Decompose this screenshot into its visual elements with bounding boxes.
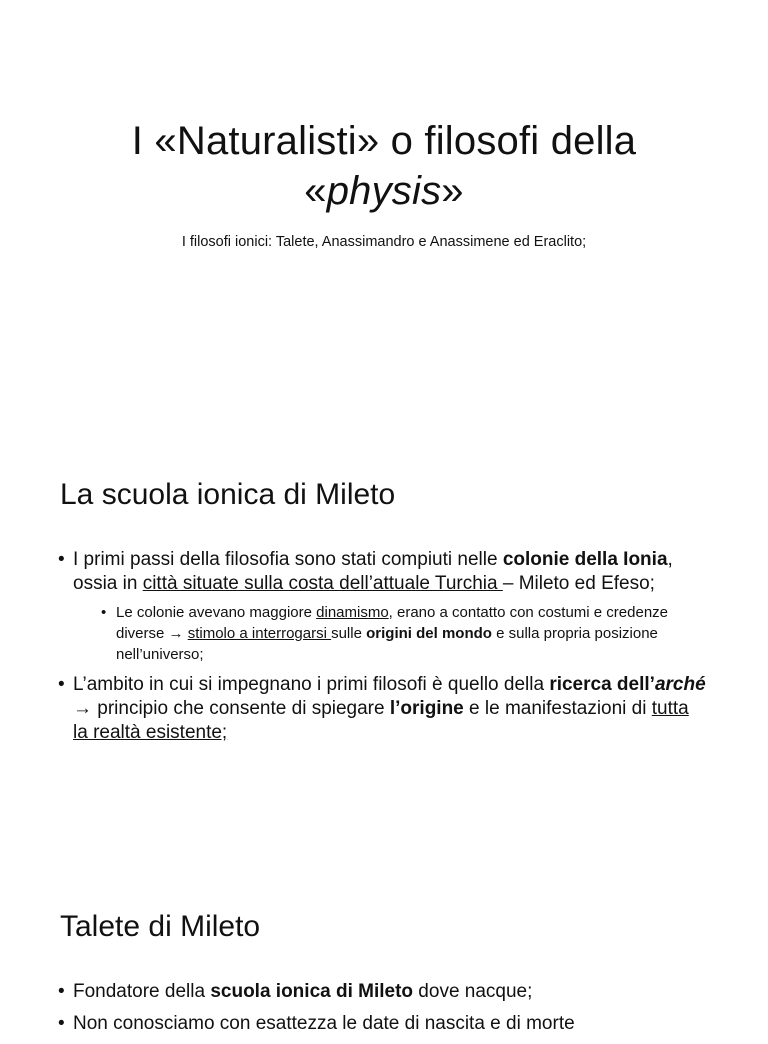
bullet-date: [58, 1012, 708, 1036]
bold-text: scuola ionica di Mileto: [210, 981, 414, 1002]
title-slide: [0, 0, 768, 440]
slide-title: [0, 116, 768, 216]
sub-bullet-list: [73, 602, 708, 665]
text-run: L’ambito in cui si impegnano i primi filosofi è quello della: [73, 674, 550, 695]
text-run: e sulla propria posizione nell’universo;: [116, 625, 658, 663]
text-run: Non conosciamo con esattezza le date di nascita e di morte: [73, 1013, 575, 1034]
bold-text: origini del mondo: [366, 625, 492, 642]
text-run: Le colonie avevano maggiore: [116, 604, 317, 621]
title-line-1: I «Naturalisti» o filosofi della: [131, 119, 637, 163]
text-run: dove nacque;: [413, 981, 533, 1002]
bold-italic-text: arché: [654, 674, 706, 695]
text-run: – Mileto ed Efeso;: [502, 573, 655, 594]
bullet-list: [58, 548, 708, 753]
underlined-text: dinamismo: [316, 604, 389, 621]
bold-text: l’origine: [389, 698, 464, 719]
text-run: , ossia in: [73, 549, 673, 594]
underlined-text: tutta la realtà esistente;: [73, 698, 689, 743]
text-run: principio che consente di spiegare: [92, 698, 390, 719]
bullet-colonie: [58, 548, 708, 665]
bullet-list: [58, 980, 708, 1044]
bold-text: colonie della Ionia: [502, 549, 668, 570]
title-line-2-close-quote: »: [441, 169, 464, 213]
content-slide-scuola-ionica: [0, 440, 768, 880]
slide-subtitle: I filosofi ionici: Talete, Anassimandro e Anassimene ed Eraclito;: [181, 234, 587, 250]
underlined-text: stimolo a interrogarsi: [187, 625, 332, 642]
text-run: I primi passi della filosofia sono stati compiuti nelle: [73, 549, 503, 570]
text-run: sulle: [331, 625, 367, 642]
slide-heading: Talete di Mileto: [60, 910, 261, 943]
text-run: , erano a contatto con costumi e credenze diverse: [116, 604, 669, 642]
title-line-2-open-quote: «: [304, 169, 327, 213]
arrow-right-icon: →: [168, 625, 184, 642]
title-line-2-physis: physis: [326, 169, 442, 213]
content-slide-talete: [0, 880, 768, 1034]
bullet-arche: [58, 673, 708, 745]
underlined-text: città situate sulla costa dell’attuale Turchia: [142, 573, 503, 594]
slide-heading: La scuola ionica di Mileto: [60, 478, 396, 511]
arrow-right-icon: →: [73, 698, 92, 719]
text-run: e le manifestazioni di: [463, 698, 652, 719]
bold-text: ricerca dell’: [549, 674, 655, 695]
sub-bullet-dinamismo: [101, 602, 708, 665]
text-run: Fondatore della: [73, 981, 211, 1002]
bullet-fondatore: [58, 980, 708, 1004]
